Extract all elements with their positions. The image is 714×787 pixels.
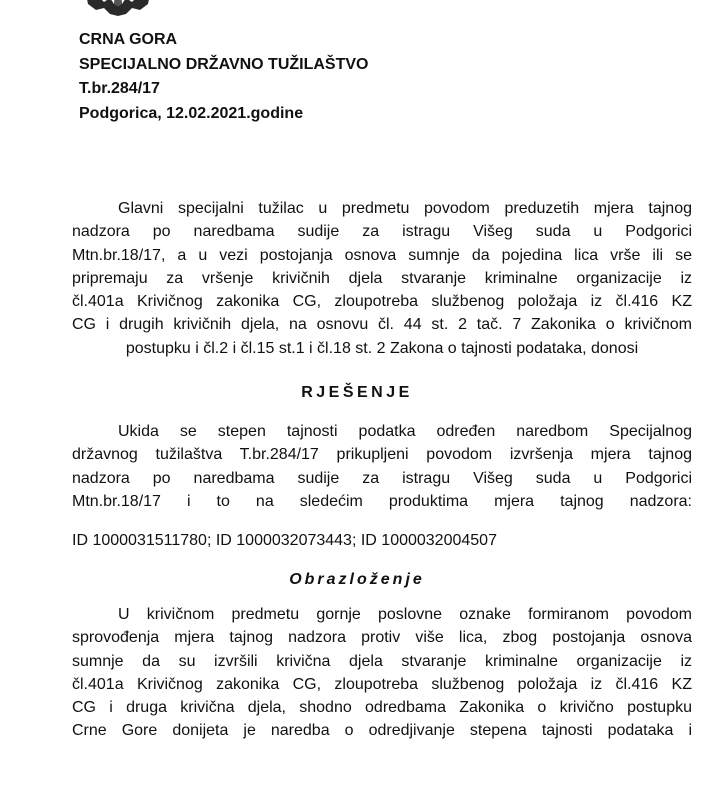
decision-title: RJEŠENJE: [301, 384, 413, 401]
header-institution: SPECIJALNO DRŽAVNO TUŽILAŠTVO: [79, 55, 369, 73]
intro-line: Glavni specijalni tužilac u predmetu povodom preduzetih mjera tajnog: [118, 200, 692, 217]
reasoning-line: čl.401a Krivičnog zakonika CG, zloupotreba službenog položaja iz čl.416 KZ: [72, 675, 692, 693]
intro-paragraph: [72, 197, 692, 360]
reasoning-paragraph: [72, 603, 692, 743]
header-case-number: T.br.284/17: [79, 80, 160, 97]
reasoning-line: CG i druga krivična djela, shodno odredbama Zakonika o krivično postupku: [72, 699, 692, 717]
decision-line: nadzora po naredbama sudije za istragu Višeg suda u Podgorici: [72, 469, 692, 487]
header-place-date: Podgorica, 12.02.2021.godine: [79, 104, 304, 122]
intro-line: nadzora po naredbama sudije za istragu Višeg suda u Podgorici: [72, 223, 692, 241]
document-header: [79, 28, 579, 126]
decision-line: Ukida se stepen tajnosti podatka određen naredbom Specijalnog: [118, 423, 692, 440]
reasoning-line: Crne Gore donijeta je naredba o odredjivanje stepena tajnosti podataka i: [72, 722, 692, 740]
reasoning-line: sprovođenja mjera tajnog nadzora protiv više lica, zbog postojanja osnova: [72, 629, 692, 647]
decision-paragraph: [72, 420, 692, 513]
reasoning-line: U krivičnom predmetu gornje poslovne oznake formiranom povodom: [118, 606, 692, 623]
reasoning-line: sumnje da su izvršili krivična djela stvaranje kriminalne organizacije iz: [72, 652, 692, 670]
intro-line: Mtn.br.18/17, a u vezi postojanja osnova sumnje da pojedina lica vrše ili se: [72, 246, 692, 264]
intro-line: pripremaju za vršenje krivičnih djela stvaranje kriminalne organizacije iz: [72, 269, 692, 287]
reasoning-title: Obrazloženje: [289, 571, 425, 588]
decision-line: državnog tužilaštva T.br.284/17 prikupljeni povodom izvršenja mjera tajnog: [72, 446, 692, 464]
intro-line: čl.401a Krivičnog zakonika CG, zloupotreba službenog položaja iz čl.416 KZ: [72, 293, 692, 311]
header-country: CRNA GORA: [79, 31, 178, 48]
id-list: ID 1000031511780; ID 1000032073443; ID 1000032004507: [72, 532, 497, 549]
intro-line: postupku i čl.2 i čl.15 st.1 i čl.18 st. 2 Zakona o tajnosti podataka, donosi: [125, 339, 639, 357]
coat-of-arms-emblem: [82, 0, 154, 20]
decision-line: Mtn.br.18/17 i to na sledećim produktima mjera tajnog nadzora:: [72, 492, 692, 510]
intro-line: CG i drugih krivičnih djela, na osnovu čl. 44 st. 2 tač. 7 Zakonika o krivičnom: [72, 316, 692, 334]
